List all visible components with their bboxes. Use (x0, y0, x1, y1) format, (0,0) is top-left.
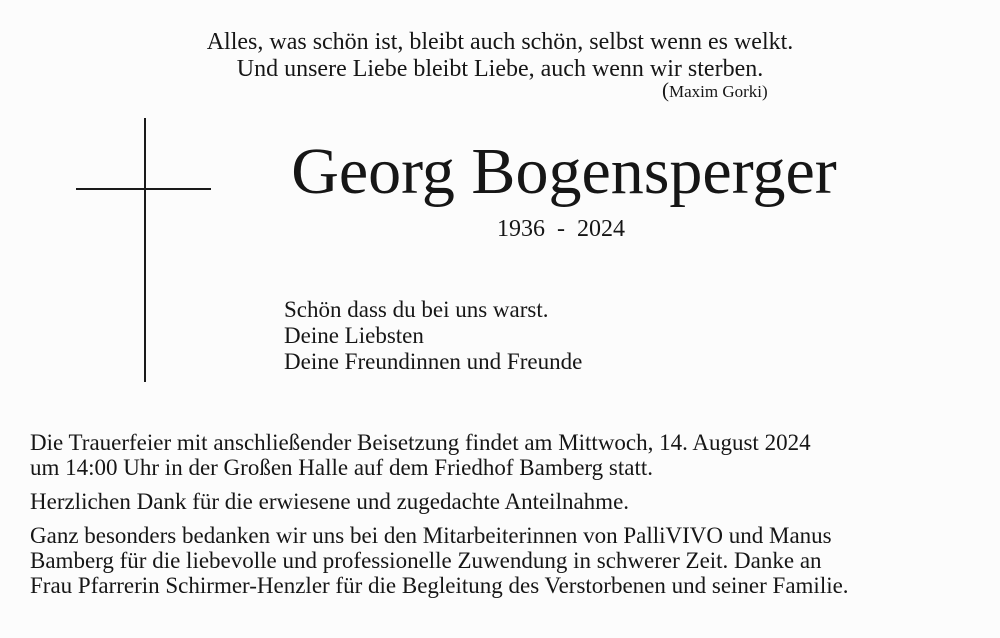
ceremony-line-1: Die Trauerfeier mit anschließender Beisetzung findet am Mittwoch, 14. August 2024 (30, 430, 811, 455)
funeral-notice (30, 430, 980, 607)
deceased-name: Georg Bogensperger (291, 135, 837, 208)
special-thanks-paragraph (30, 523, 980, 598)
life-years: 1936 - 2024 (497, 216, 625, 242)
family-signoff (284, 297, 582, 375)
signoff-line-2: Deine Liebsten (284, 323, 424, 348)
thanks-line: Herzlichen Dank für die erwiesene und zugedachte Anteilnahme. (30, 489, 630, 514)
special-thanks-line-2: Bamberg für die liebevolle und professionelle Zuwendung in schwerer Zeit. Danke an (30, 548, 822, 573)
signoff-line-3: Deine Freundinnen und Freunde (284, 349, 583, 374)
quote-author-paren: ( (662, 78, 669, 102)
special-thanks-line-3: Frau Pfarrerin Schirmer-Henzler für die Begleitung des Verstorbenen und seiner Familie. (30, 573, 849, 598)
ceremony-line-2: um 14:00 Uhr in der Großen Halle auf dem Friedhof Bamberg statt. (30, 455, 653, 480)
quote-author-name: Maxim Gorki) (669, 82, 768, 101)
ceremony-paragraph (30, 430, 980, 480)
quote-line-1: Alles, was schön ist, bleibt auch schön, selbst wenn es welkt. (206, 29, 794, 55)
signoff-line-1: Schön dass du bei uns warst. (284, 297, 549, 322)
special-thanks-line-1: Ganz besonders bedanken wir uns bei den Mitarbeiterinnen von PalliVIVO und Manus (30, 523, 832, 548)
thanks-paragraph (30, 489, 980, 514)
quote-author (662, 79, 768, 103)
quote-line-2: Und unsere Liebe bleibt Liebe, auch wenn wir sterben. (236, 56, 764, 82)
